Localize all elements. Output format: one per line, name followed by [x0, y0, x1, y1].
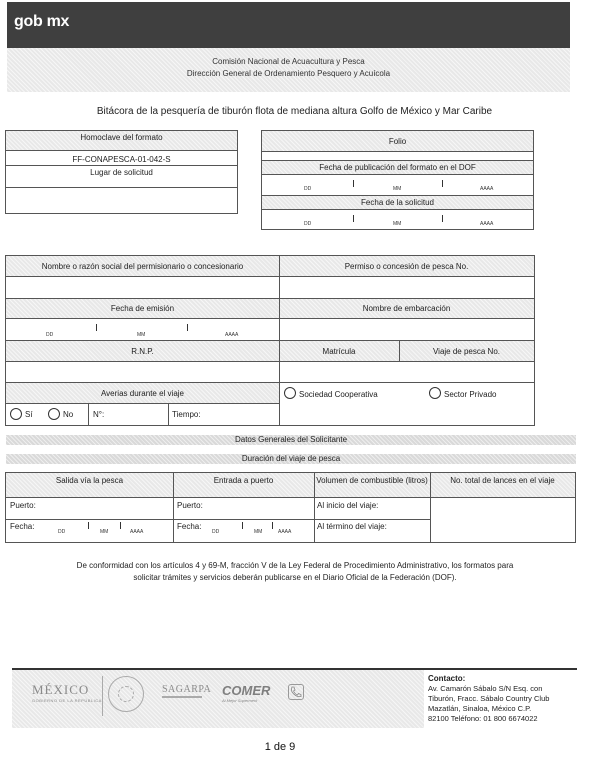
- entrada-label: Entrada a puerto: [213, 476, 274, 485]
- combustible-label: Volumen de combustible (litros): [316, 476, 428, 485]
- embarcacion-input[interactable]: [280, 319, 534, 340]
- pub-date-label: Fecha de publicación del formato en el DOF: [319, 163, 476, 172]
- trip-table: [5, 472, 576, 543]
- homoclave-label: Homoclave del formato: [80, 133, 163, 142]
- embarcacion-label: Nombre de embarcación: [362, 304, 451, 313]
- viaje-label: Viaje de pesca No.: [432, 347, 500, 356]
- inicio-label: Al inicio del viaje:: [317, 501, 379, 510]
- lances-label: No. total de lances en el viaje: [450, 476, 555, 485]
- folio-label: Folio: [388, 137, 407, 146]
- sagarpa-logo: SAGARPA: [162, 684, 211, 698]
- eagle-seal-icon: [108, 676, 144, 712]
- entrada-puerto-label: Puerto:: [177, 501, 203, 510]
- termino-label: Al término del viaje:: [317, 522, 387, 531]
- rnp-label: R.N.P.: [131, 347, 154, 356]
- nombre-label: Nombre o razón social del permisionario o concesionario: [41, 262, 244, 271]
- cooperativa-radio[interactable]: [284, 387, 296, 399]
- folio-input[interactable]: [262, 152, 533, 159]
- viaje-input[interactable]: [400, 362, 534, 382]
- footer-logos: [12, 670, 424, 728]
- salida-fecha-input[interactable]: Fecha: DD MM AAAA: [10, 522, 144, 535]
- emision-date-input[interactable]: DD MM AAAA: [6, 319, 278, 340]
- organization-band: [7, 48, 570, 92]
- folio-box: [261, 130, 534, 230]
- averias-label: Averias durante el viaje: [100, 389, 184, 398]
- emision-label: Fecha de emisión: [110, 304, 175, 313]
- rnp-input[interactable]: [6, 362, 278, 382]
- comer-logo: COMER Al Mejor Supermerk: [222, 683, 271, 703]
- homoclave-value: FF-CONAPESCA-01-042-S: [72, 155, 171, 164]
- solicitud-date-label: Fecha de la solicitud: [361, 198, 434, 207]
- contact-title: Contacto:: [428, 674, 466, 683]
- format-info-box: [5, 130, 238, 214]
- org-line-1: Comisión Nacional de Acuacultura y Pesca: [212, 57, 365, 66]
- solicitud-date-input[interactable]: DD MM AAAA: [262, 210, 533, 229]
- page-title: Bitácora de la pesquería de tiburón flota de mediana altura Golfo de México y Mar Caribe: [96, 106, 493, 117]
- permiso-input[interactable]: [280, 277, 534, 298]
- phone-icon: [288, 684, 304, 700]
- org-line-2: Dirección General de Ordenamiento Pesquero y Acuícola: [186, 69, 391, 78]
- si-radio[interactable]: [10, 408, 22, 420]
- matricula-label: Matrícula: [322, 347, 356, 356]
- privado-radio[interactable]: [429, 387, 441, 399]
- datos-generales-band: Datos Generales del Solicitante: [6, 435, 576, 445]
- matricula-input[interactable]: [280, 362, 399, 382]
- no-radio[interactable]: [48, 408, 60, 420]
- mexico-logo: MÉXICO GOBIERNO DE LA REPÚBLICA: [32, 682, 102, 703]
- legal-notice: De conformidad con los artículos 4 y 69-M, fracción V de la Ley Federal de Procedimiento Administrativo, los formatos para solicitar trámites y servicios deberán publicarse en el Diario Oficial de la Federación (DOF).: [76, 561, 514, 582]
- salida-label: Salida vía la pesca: [55, 476, 124, 485]
- numero-label: N°:: [93, 410, 105, 419]
- gobmx-logo: gob mx: [14, 13, 70, 30]
- top-header-bar: [7, 2, 570, 48]
- page-indicator: 1 de 9: [264, 741, 296, 753]
- salida-puerto-label: Puerto:: [10, 501, 36, 510]
- tiempo-label: Tiempo:: [172, 410, 201, 419]
- pub-date-input[interactable]: DD MM AAAA: [262, 175, 533, 195]
- entrada-fecha-input[interactable]: Fecha: DD MM AAAA: [177, 522, 292, 535]
- lugar-input[interactable]: [6, 188, 237, 213]
- duracion-band: Duración del viaje de pesca: [6, 454, 576, 464]
- permit-form: Nombre o razón social del permisionario o concesionario Permiso o concesión de pesca No. Fecha de emisión Nombre de embarcación DD MM AAAA R.N.P. Matrícula Viaje de pesca No. Averias durante el viaje Sí No N°: Tiempo: Sociedad Cooperativa Sector Privado: [5, 255, 535, 426]
- lugar-label: Lugar de solicitud: [90, 168, 153, 177]
- lances-input[interactable]: [431, 498, 575, 542]
- permiso-label: Permiso o concesión de pesca No.: [344, 262, 469, 271]
- nombre-input[interactable]: [6, 277, 278, 298]
- contact-block: Contacto: Av. Camarón Sábalo S/N Esq. con Tiburón, Fracc. Sábalo Country Club Mazatlán, Sinaloa, México C.P. 82100 Teléfono: 01 800 6674022: [428, 674, 550, 723]
